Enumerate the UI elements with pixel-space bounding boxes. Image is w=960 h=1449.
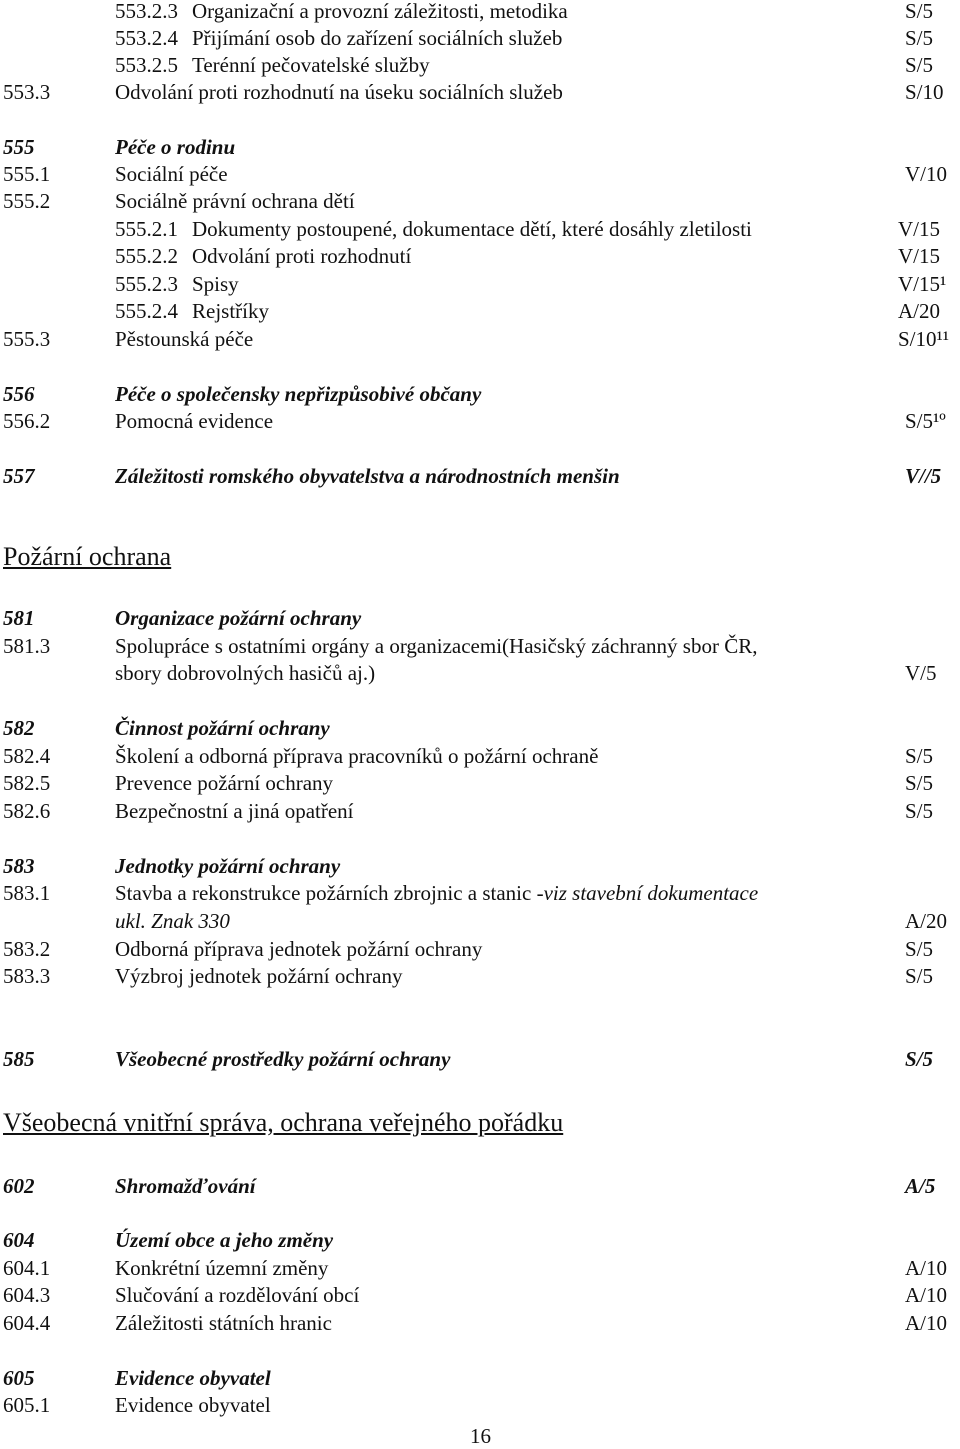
row-code: 581 xyxy=(3,606,35,630)
row-mark: A/20 xyxy=(898,299,940,323)
row-mark: S/5 xyxy=(905,0,934,23)
row-title: Sociální péče xyxy=(115,162,228,186)
row-code: 553.2.5 xyxy=(115,53,178,77)
row-title: Záležitosti romského obyvatelstva a národnostních menšin xyxy=(115,464,620,488)
row-code: 555.2.4 xyxy=(115,299,178,323)
row-code: 553.2.4 xyxy=(115,26,178,50)
row-code: 582 xyxy=(3,716,35,740)
row-code: 605 xyxy=(3,1366,35,1390)
row-title: Konkrétní územní změny xyxy=(115,1256,329,1280)
row-title: Organizace požární ochrany xyxy=(115,606,362,630)
row-title: Všeobecné prostředky požární ochrany xyxy=(115,1047,451,1071)
row-title: Shromažďování xyxy=(115,1174,256,1198)
row-code: 604 xyxy=(3,1228,35,1252)
section-heading: Požární ochrana xyxy=(3,542,172,571)
row-mark: S/5 xyxy=(905,799,934,823)
row-title: Terénní pečovatelské služby xyxy=(192,53,430,77)
row-mark: A/10 xyxy=(905,1283,947,1307)
row-code: 582.4 xyxy=(3,744,51,768)
row-title: Rejstříky xyxy=(192,299,269,323)
row-mark: S/5 xyxy=(905,1047,934,1071)
row-mark: S/5¹º xyxy=(905,409,946,433)
row-mark: S/5 xyxy=(905,937,934,961)
row-code: 555 xyxy=(3,135,35,159)
row-title: Péče o společensky nepřizpůsobivé občany xyxy=(115,382,482,406)
row-mark: V/10 xyxy=(905,162,947,186)
row-code: 583 xyxy=(3,854,35,878)
row-title: Odvolání proti rozhodnutí na úseku sociálních služeb xyxy=(115,80,563,104)
row-title: Evidence obyvatel xyxy=(115,1393,271,1417)
row-title: Spolupráce s ostatními orgány a organizacemi(Hasičský záchranný sbor ČR, xyxy=(115,634,758,658)
row-title-italic: viz stavební dokumentace xyxy=(543,881,759,905)
row-title: Záležitosti státních hranic xyxy=(115,1311,332,1335)
row-title: Činnost požární ochrany xyxy=(115,716,330,740)
row-title: Jednotky požární ochrany xyxy=(115,854,341,878)
row-code: 555.2.1 xyxy=(115,217,178,241)
row-title: Přijímání osob do zařízení sociálních služeb xyxy=(192,26,563,50)
row-mark: A/20 xyxy=(905,909,947,933)
row-title-text: Stavba a rekonstrukce požárních zbrojnic a stanic - xyxy=(115,881,544,905)
row-title: Organizační a provozní záležitosti, metodika xyxy=(192,0,568,23)
row-mark: V/15 xyxy=(898,244,940,268)
row-code: 605.1 xyxy=(3,1393,51,1417)
row-mark: S/10¹¹ xyxy=(898,327,950,351)
row-title: Péče o rodinu xyxy=(115,135,236,159)
row-mark: S/5 xyxy=(905,744,934,768)
row-code: 585 xyxy=(3,1047,35,1071)
row-title: Spisy xyxy=(192,272,239,296)
row-code: 602 xyxy=(3,1174,35,1198)
row-mark: V/15 xyxy=(898,217,940,241)
row-mark: A/10 xyxy=(905,1256,947,1280)
row-code: 604.1 xyxy=(3,1256,51,1280)
row-mark: S/5 xyxy=(905,771,934,795)
row-code: 582.6 xyxy=(3,799,51,823)
row-code: 555.2.2 xyxy=(115,244,178,268)
row-code: 582.5 xyxy=(3,771,51,795)
row-title: Výzbroj jednotek požární ochrany xyxy=(115,964,403,988)
row-title: Slučování a rozdělování obcí xyxy=(115,1283,360,1307)
row-mark: V/5 xyxy=(905,661,937,685)
row-title: Odvolání proti rozhodnutí xyxy=(192,244,412,268)
row-title: Sociálně právní ochrana dětí xyxy=(115,189,355,213)
row-title: Bezpečnostní a jiná opatření xyxy=(115,799,354,823)
row-code: 555.2 xyxy=(3,189,51,213)
row-title: Dokumenty postoupené, dokumentace dětí, které dosáhly zletilosti xyxy=(192,217,752,241)
row-code: 553.2.3 xyxy=(115,0,178,23)
row-code: 555.3 xyxy=(3,327,51,351)
row-title: Území obce a jeho změny xyxy=(115,1228,334,1252)
row-title: Odborná příprava jednotek požární ochrany xyxy=(115,937,483,961)
row-mark: S/10 xyxy=(905,80,944,104)
section-heading: Všeobecná vnitřní správa, ochrana veřejného pořádku xyxy=(3,1108,564,1137)
row-title: sbory dobrovolných hasičů aj.) xyxy=(115,661,376,685)
row-code: 604.3 xyxy=(3,1283,51,1307)
row-code: 583.2 xyxy=(3,937,51,961)
row-mark: S/5 xyxy=(905,53,934,77)
row-title: ukl. Znak 330 xyxy=(115,909,230,933)
row-code: 555.2.3 xyxy=(115,272,178,296)
row-code: 583.1 xyxy=(3,881,51,905)
row-mark: S/5 xyxy=(905,964,934,988)
row-title: Školení a odborná příprava pracovníků o požární ochraně xyxy=(115,744,599,768)
row-mark: V/15¹ xyxy=(898,272,947,296)
page-number: 16 xyxy=(470,1424,491,1448)
row-code: 555.1 xyxy=(3,162,51,186)
row-code: 556 xyxy=(3,382,35,406)
row-mark: A/5 xyxy=(905,1174,936,1198)
row-code: 581.3 xyxy=(3,634,51,658)
row-mark: A/10 xyxy=(905,1311,947,1335)
row-code: 553.3 xyxy=(3,80,51,104)
row-mark: S/5 xyxy=(905,26,934,50)
row-code: 604.4 xyxy=(3,1311,51,1335)
row-mark: V//5 xyxy=(905,464,942,488)
row-title xyxy=(115,883,758,904)
row-code: 557 xyxy=(3,464,35,488)
row-title: Prevence požární ochrany xyxy=(115,771,334,795)
row-title: Evidence obyvatel xyxy=(115,1366,271,1390)
row-title: Pěstounská péče xyxy=(115,327,254,351)
row-title: Pomocná evidence xyxy=(115,409,274,433)
row-code: 583.3 xyxy=(3,964,51,988)
row-code: 556.2 xyxy=(3,409,51,433)
